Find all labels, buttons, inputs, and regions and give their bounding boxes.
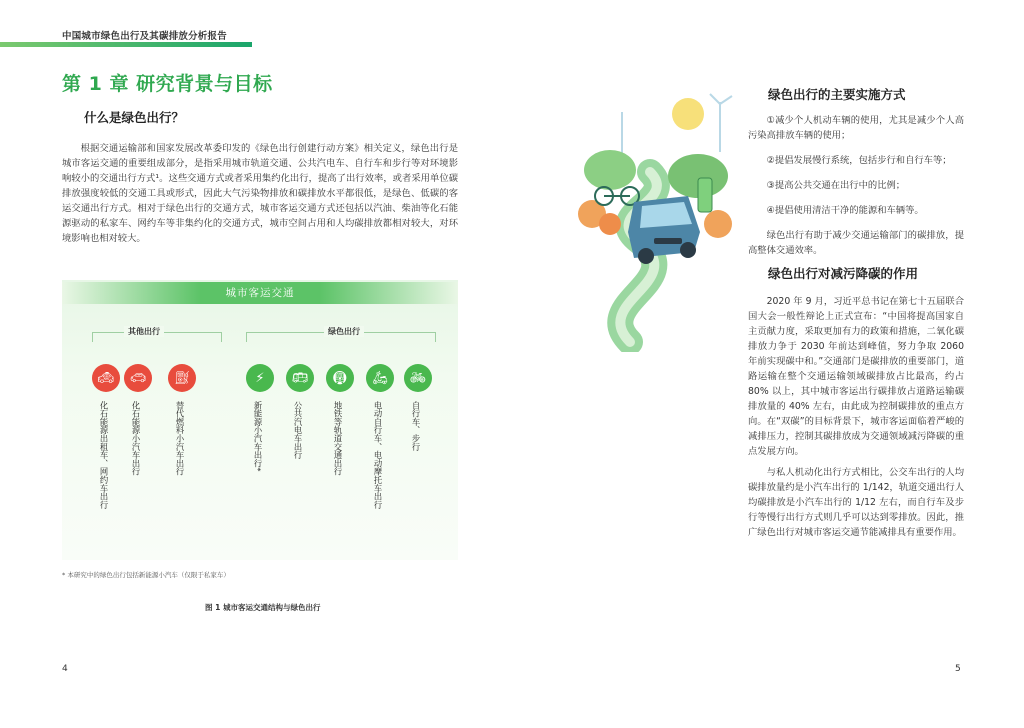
mode-label: 地铁等轨道交通出行	[333, 401, 343, 476]
green-travel-label: 绿色出行	[324, 326, 364, 337]
diagram-banner: 城市客运交通	[62, 282, 458, 304]
emission-paragraphs	[748, 294, 964, 540]
emission-paragraph-2: 与私人机动化出行方式相比，公交车出行的人均碳排放量约是小汽车出行的 1/142，轨道交通出行人均碳排放是小汽车出行的 1/12 左右，而自行车及步行等慢行出行方式则几乎可以达到零排放。因此，推广绿色出行对城市客运交通节能减排具有重要作用。	[748, 467, 964, 538]
intro-paragraph	[62, 141, 458, 246]
header-accent-bar	[0, 42, 252, 47]
list-item: ①减少个人机动车辆的使用，尤其是减少个人高污染高排放车辆的使用；	[748, 115, 964, 141]
mode-label: 替代燃料小汽车出行	[175, 401, 185, 476]
mode-label: 化石能源出租车、网约车出行	[99, 401, 109, 509]
list-item: ②提倡发展慢行系统，包括步行和自行车等；	[766, 155, 952, 166]
mode-label: 新能源小汽车出行*	[253, 401, 263, 472]
mode-metro	[326, 364, 354, 521]
section-title-implementation: 绿色出行的主要实施方式	[768, 87, 906, 102]
mode-label: 电动自行车、电动摩托车出行	[373, 401, 383, 509]
mode-alt-fuel-car	[168, 364, 196, 521]
implementation-list	[748, 113, 964, 268]
list-item: ③提高公共交通在出行中的比例；	[766, 180, 906, 191]
intro-paragraph-text: 根据交通运输部和国家发展改革委印发的《绿色出行创建行动方案》相关定义，绿色出行是城市客运交通的重要组成部分，是指采用城市轨道交通、公共汽电车、自行车和步行等对环境影响较小的交通出行方式¹。这些交通方式或者采用集约化出行，提高了出行效率，或者采用单位碳排放强度较低的交通工具或形式，因此大气污染物排放和碳排放水平都很低，是绿色、低碳的客运交通出行方式。相对于绿色出行的交通方式，城市客运交通方式还包括以汽油、柴油等化石能源驱动的私家车、网约车等非集约化的交通方式，城市空间占用和人均碳排放都相对较大，对环境影响也相对较大。	[62, 143, 458, 244]
car-hybrid-icon: ⛽︎	[168, 364, 196, 392]
ev-car-icon: ⚡︎	[246, 364, 274, 392]
emission-paragraph-1: 2020 年 9 月，习近平总书记在第七十五届联合国大会一般性辩论上正式宣布：“中国将提高国家自主贡献力度，采取更加有力的政策和措施，二氧化碳排放力争于 2030 年前达到峰值，努力争取 2060 年前实现碳中和。”交通部门是碳排放的重要部门，道路运输在整个交通运输领域碳排放占比最高，约占 80% 以上，其中城市客运出行碳排放占道路运输碳排放量的 40% 左右，由此成为控制碳排放的重点方向。在“双碳”的目标背景下，城市客运面临着严峻的减排压力，控制其碳排放成为交通领域减污降碳的重点发展方向。	[748, 296, 964, 457]
report-header-title: 中国城市绿色出行及其碳排放分析报告	[62, 31, 227, 42]
mode-bicycle-walk	[404, 364, 432, 521]
mode-ev-car	[246, 364, 274, 521]
bicycle-icon: 🚲︎	[404, 364, 432, 392]
figure-caption: 图 1 城市客运交通结构与绿色出行	[205, 603, 321, 612]
mode-label: 公共汽电车出行	[293, 401, 303, 460]
section-title-what-is-green-travel: 什么是绿色出行？	[84, 110, 185, 125]
footnote: * 本研究中的绿色出行包括新能源小汽车（仅限于私家车）	[62, 571, 230, 579]
green-travel-illustration	[570, 92, 740, 352]
page-number-right: 5	[955, 664, 961, 674]
taxi-icon: 🚕︎	[92, 364, 120, 392]
page-number-left: 4	[62, 664, 68, 674]
mode-label: 化石能源小汽车出行	[131, 401, 141, 476]
urban-transport-diagram	[62, 280, 458, 560]
metro-icon: 🚇︎	[326, 364, 354, 392]
list-item: ④提倡使用清洁干净的能源和车辆等。	[766, 205, 924, 216]
mode-bus	[286, 364, 314, 521]
mode-e-scooter	[366, 364, 394, 521]
other-travel-label: 其他出行	[124, 326, 164, 337]
scooter-icon: 🛵︎	[366, 364, 394, 392]
car-icon: 🚗︎	[124, 364, 152, 392]
bus-icon: 🚌︎	[286, 364, 314, 392]
chapter-title: 第 1 章 研究背景与目标	[62, 73, 273, 95]
mode-label: 自行车、步行	[411, 401, 421, 451]
mode-fossil-taxi	[92, 364, 120, 521]
list-summary: 绿色出行有助于减少交通运输部门的碳排放，提高整体交通效率。	[748, 230, 964, 256]
section-title-emission-effect: 绿色出行对减污降碳的作用	[768, 266, 919, 281]
mode-fossil-car	[124, 364, 152, 521]
